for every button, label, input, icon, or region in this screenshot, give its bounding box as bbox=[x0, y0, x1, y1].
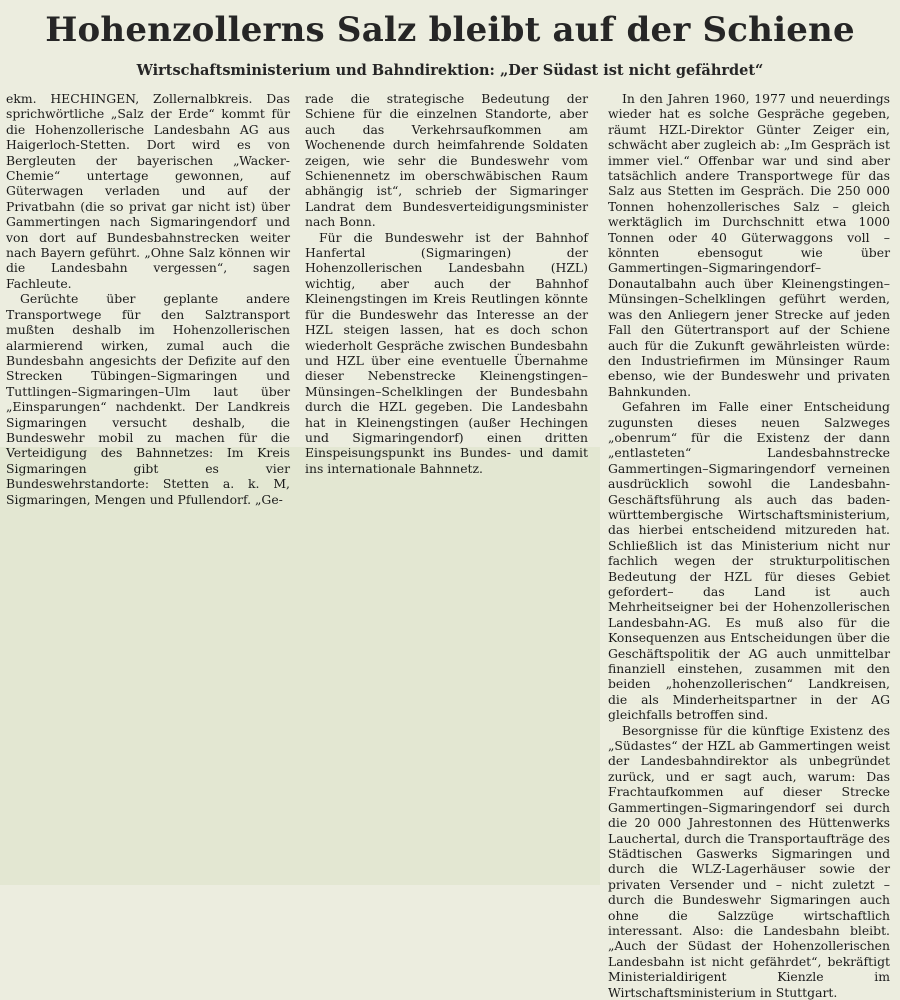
empty-area bbox=[0, 447, 600, 885]
article-column-3 bbox=[608, 91, 890, 1000]
article-headline: Hohenzollerns Salz bleibt auf der Schiene bbox=[45, 10, 855, 50]
paragraph: Gefahren im Falle einer Entscheidung zugunsten dieses neuen Salzweges „obenrum“ für die Existenz der dann „entlasteten“ Landesbahnstrecke Gammertingen–Sigmaringendorf verneinen ausdrücklich sowohl die Landesbahn-Geschäftsführung als auch das baden-württembergische Wirtschaftsministerium, das hierbei entscheidend mitzureden hat. Schließlich ist das Ministerium nicht nur fachlich wegen der strukturpolitischen Bedeutung der HZL für dieses Gebiet gefordert– das Land ist auch Mehrheitseigner bei der Hohenzollerischen Landesbahn-AG. Es muß also für die Konsequenzen aus Entscheidungen über die Geschäftspolitik der AG auch unmittelbar finanziell einstehen, zusammen mit den beiden „hohenzollerischen“ Landkreisen, die als Minderheitspartner in der AG gleichfalls betroffen sind. bbox=[608, 399, 890, 723]
paragraph: Gerüchte über geplante andere Transportwege für den Salztransport mußten deshalb im Hohenzollerischen alarmierend wirken, zumal auch die Bundesbahn angesichts der Defizite auf den Strecken Tübingen–Sigmaringen und Tuttlingen–Sigmaringen–Ulm laut über „Einsparungen“ nachdenkt. Der Landkreis Sigmaringen versucht deshalb, die Bundeswehr mobil zu machen für die Verteidigung des Bahnnetzes: Im Kreis Sigmaringen gibt es vier Bundeswehrstandorte: Stetten a. k. M, Sigmaringen, Mengen und Pfullendorf. „Ge- bbox=[6, 291, 290, 507]
paragraph: In den Jahren 1960, 1977 und neuerdings wieder hat es solche Gespräche gegeben, räumt HZL-Direktor Günter Zeiger ein, schwächt aber zugleich ab: „Im Gespräch ist immer viel.“ Offenbar war und sind aber tatsächlich andere Transportwege für das Salz aus Stetten im Gespräch. Die 250 000 Tonnen hohenzollerisches Salz – gleich werktäglich im Durchschnitt etwa 1000 Tonnen oder 40 Güterwaggons voll – könnten ebensogut wie über Gammertingen–Sigmaringendorf–Donautalbahn auch über Kleinengstingen–Münsingen–Schelklingen geführt werden, was den Anliegern jener Strecke auf jeden Fall den Gütertransport auf der Schiene auch für die Zukunft gewährleisten würde: den Industriefirmen im Münsinger Raum ebenso, wie der Bundeswehr und privaten Bahnkunden. bbox=[608, 91, 890, 399]
paragraph: rade die strategische Bedeutung der Schiene für die einzelnen Standorte, aber auch das Verkehrsaufkommen am Wochenende durch heimfahrende Soldaten zeigen, wie sehr die Bundeswehr vom Schienennetz im oberschwäbischen Raum abhängig ist“, schrieb der Sigmaringer Landrat dem Bundesverteidigungsminister nach Bonn. bbox=[305, 91, 588, 230]
article-column-1 bbox=[6, 91, 290, 507]
paragraph: Für die Bundeswehr ist der Bahnhof Hanfertal (Sigmaringen) der Hohenzollerischen Landesbahn (HZL) wichtig, aber auch der Bahnhof Kleinengstingen im Kreis Reutlingen könnte für die Bundeswehr das Interesse an der HZL steigen lassen, hat es doch schon wiederholt Gespräche zwischen Bundesbahn und HZL über eine eventuelle Übernahme dieser Nebenstrecke Kleinengstingen–Münsingen–Schelklingen der Bundesbahn durch die HZL gegeben. Die Landesbahn hat in Kleinengstingen (außer Hechingen und Sigmaringendorf) einen dritten Einspeisungspunkt ins Bundes- und damit ins internationale Bahnnetz. bbox=[305, 229, 588, 476]
article-column-2 bbox=[305, 91, 588, 476]
paragraph: Besorgnisse für die künftige Existenz des „Südastes“ der HZL ab Gammertingen weist der Landesbahndirektor als unbegründet zurück, und er sagt auch, warum: Das Frachtaufkommen auf dieser Strecke Gammertingen–Sigmaringendorf sei durch die 20 000 Jahrestonnen des Hüttenwerks Lauchertal, durch die Transportaufträge des Städtischen Gaswerks Sigmaringen und durch die WLZ-Lagerhäuser sowie der privaten Versender und – nicht zuletzt – durch die Bundeswehr Sigmaringen auch ohne die Salzzüge wirtschaftlich interessant. Also: die Landesbahn bleibt. „Auch der Südast der Hohenzollerischen Landesbahn ist nicht gefährdet“, bekräftigt Ministerialdirigent Kienzle im Wirtschaftsministerium in Stuttgart. bbox=[608, 722, 890, 1000]
paragraph: ekm. HECHINGEN, Zollernalbkreis. Das sprichwörtliche „Salz der Erde“ kommt für die Hohenzollerische Landesbahn AG aus Haigerloch-Stetten. Dort wird es von Bergleuten der bayerischen „Wacker-Chemie“ untertage gewonnen, auf Güterwagen verladen und auf der Privatbahn (die so privat gar nicht ist) über Gammertingen nach Sigmaringendorf und von dort auf Bundesbahnstrecken weiter nach Bayern geführt. „Ohne Salz können wir die Landesbahn vergessen“, sagen Fachleute. bbox=[6, 91, 290, 291]
article-subheadline: Wirtschaftsministerium und Bahndirektion: „Der Südast ist nicht gefährdet“ bbox=[136, 62, 764, 79]
